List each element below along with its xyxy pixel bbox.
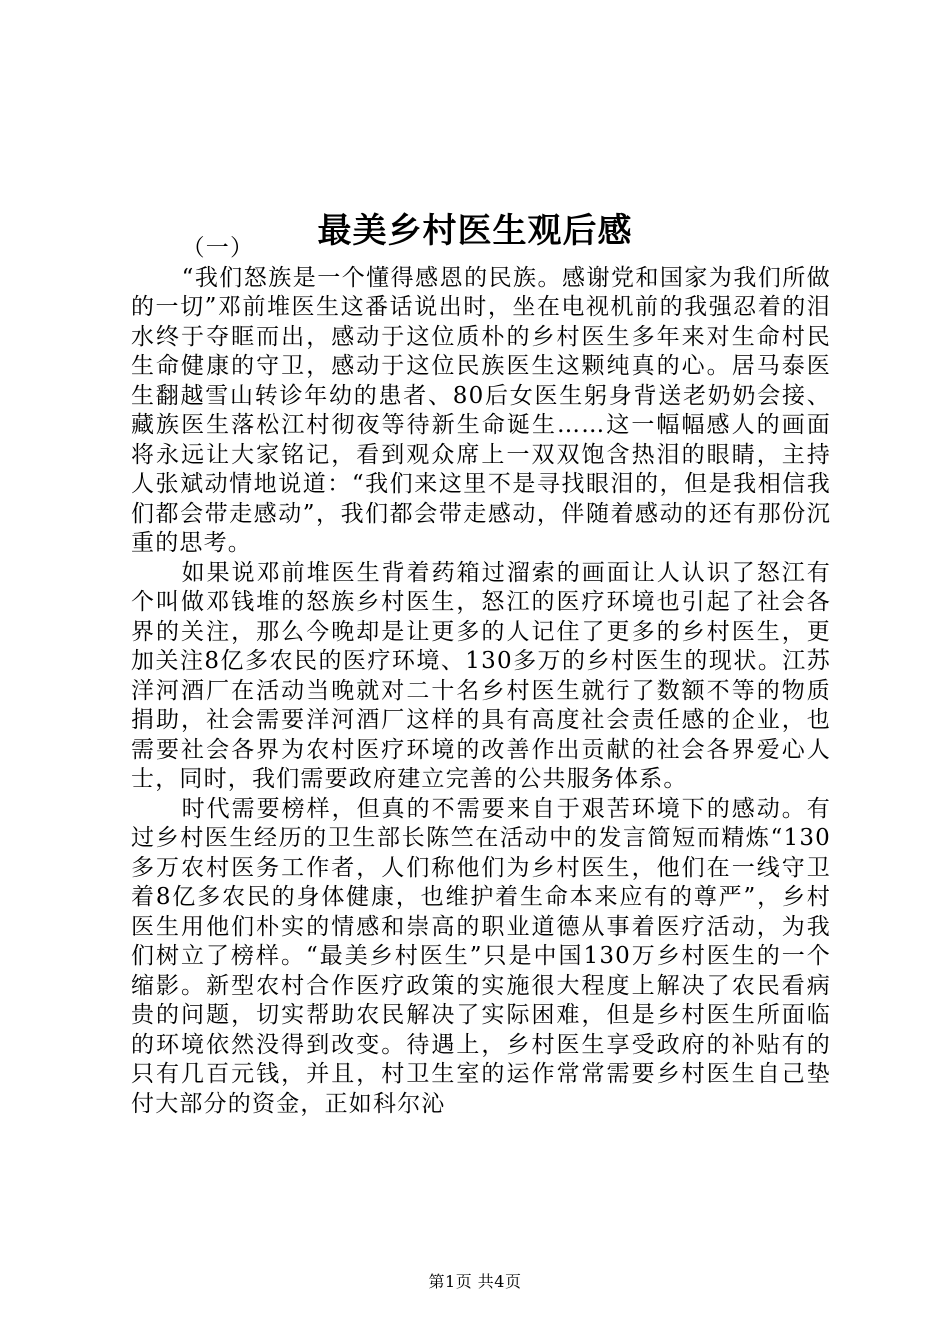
- body-paragraph: “我们怒族是一个懂得感恩的民族。感谢党和国家为我们所做的一切”邓前堆医生这番话说出时，坐在电视机前的我强忍着的泪水终于夺眶而出，感动于这位质朴的乡村医生多年来对生命村民生命健康的守卫，感动于这位民族医生这颗纯真的心。居马泰医生翻越雪山转诊年幼的患者、80后女医生躬身背送老奶奶会接、藏族医生落松江村彻夜等待新生命诞生……这一幅幅感人的画面将永远让大家铭记，看到观众席上一双双饱含热泪的眼睛，主持人张斌动情地说道：“我们来这里不是寻找眼泪的，但是我相信我们都会带走感动”，我们都会带走感动，伴随着感动的还有那份沉重的思考。: [131, 264, 831, 556]
- body-paragraph: 如果说邓前堆医生背着药箱过溜索的画面让人认识了怒江有个叫做邓钱堆的怒族乡村医生，怒江的医疗环境也引起了社会各界的关注，那么今晚却是让更多的人记住了更多的乡村医生，更加关注8亿多农民的医疗环境、130多万的乡村医生的现状。江苏洋河酒厂在活动当晚就对二十名乡村医生就行了数额不等的物质捐助，社会需要洋河酒厂这样的具有高度社会责任感的企业，也需要社会各界为农村医疗环境的改善作出贡献的社会各界爱心人士，同时，我们需要政府建立完善的公共服务体系。: [131, 559, 831, 792]
- document-body: [131, 234, 831, 1119]
- section-mark: （一）: [181, 235, 255, 261]
- document-title: 最美乡村医生观后感: [317, 210, 633, 251]
- page-footer: 第1页 共4页: [428, 1272, 522, 1291]
- body-paragraph: 时代需要榜样，但真的不需要来自于艰苦环境下的感动。有过乡村医生经历的卫生部长陈竺在活动中的发言简短而精炼“130多万农村医务工作者，人们称他们为乡村医生，他们在一线守卫着8亿多农民的身体健康，也维护着生命本来应有的尊严”，乡村医生用他们朴实的情感和崇高的职业道德从事着医疗活动，为我们树立了榜样。“最美乡村医生”只是中国130万乡村医生的一个缩影。新型农村合作医疗政策的实施很大程度上解决了农民看病贵的问题，切实帮助农民解决了实际困难，但是乡村医生所面临的环境依然没得到改变。待遇上，乡村医生享受政府的补贴有的只有几百元钱，并且，村卫生室的运作常常需要乡村医生自己垫付大部分的资金，正如科尔沁: [131, 795, 831, 1117]
